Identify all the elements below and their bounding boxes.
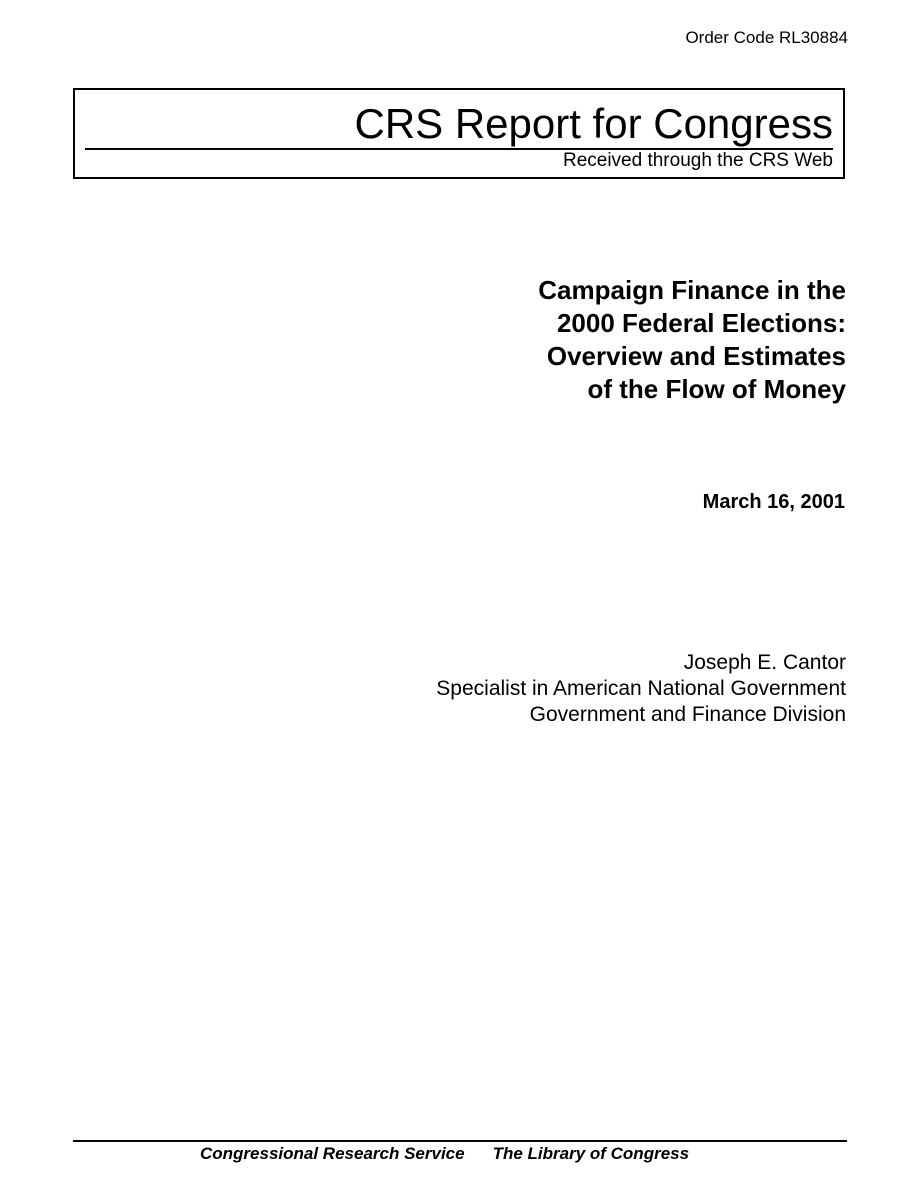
author-name: Joseph E. Cantor (683, 651, 846, 674)
report-title-line: Overview and Estimates (546, 341, 846, 371)
report-title (346, 274, 846, 406)
report-title-line: of the Flow of Money (587, 374, 846, 404)
report-date: March 16, 2001 (702, 491, 845, 513)
footer-library: The Library of Congress (492, 1144, 690, 1163)
report-header-box (73, 88, 845, 179)
report-title-line: 2000 Federal Elections: (556, 308, 846, 338)
author-position: Specialist in American National Government (436, 677, 846, 700)
footer-divider (73, 1140, 847, 1142)
header-subtitle: Received through the CRS Web (562, 150, 833, 171)
report-title-line: Campaign Finance in the (538, 275, 846, 305)
header-title: CRS Report for Congress (354, 100, 833, 147)
author-division: Government and Finance Division (529, 703, 846, 726)
order-code: Order Code RL30884 (685, 28, 848, 47)
footer (200, 1144, 689, 1164)
author-block (436, 650, 846, 728)
footer-publisher: Congressional Research Service (200, 1144, 465, 1163)
